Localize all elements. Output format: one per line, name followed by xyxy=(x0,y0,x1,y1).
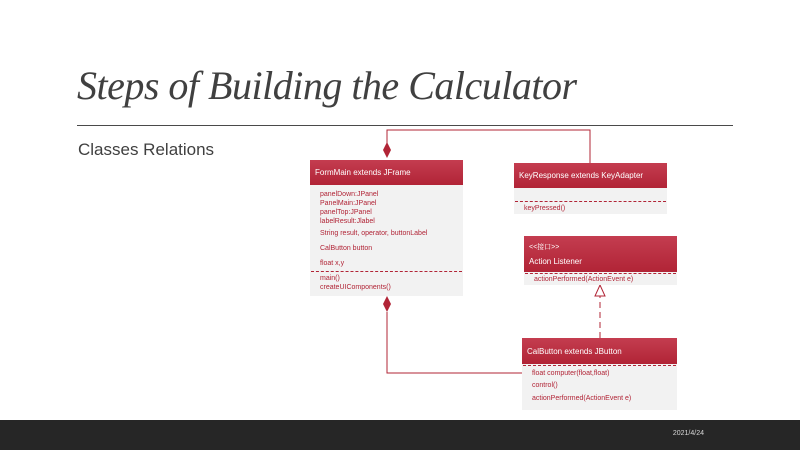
slide-date: 2021/4/24 xyxy=(672,430,704,437)
footer-bar xyxy=(0,420,800,450)
interface-actionlistener xyxy=(524,236,677,285)
class-calbutton-name: CalButton extends JButton xyxy=(527,346,622,356)
operation: float computer(float,float) xyxy=(532,370,610,377)
class-keyresponse-name: KeyResponse extends KeyAdapter xyxy=(519,171,644,180)
operation: control() xyxy=(532,382,558,389)
class-formmain-header xyxy=(310,160,463,185)
interface-actionlistener-header xyxy=(524,236,677,272)
operation: actionPerformed(ActionEvent e) xyxy=(532,395,632,402)
attribute: panelDown:JPanel xyxy=(320,191,379,198)
operation: createUIComponents() xyxy=(320,284,391,291)
class-calbutton xyxy=(522,338,677,410)
slide-subtitle: Classes Relations xyxy=(78,140,215,159)
class-keyresponse-header xyxy=(514,163,667,188)
class-calbutton-header xyxy=(522,338,677,364)
attribute: PanelMain:JPanel xyxy=(320,200,377,207)
interface-actionlistener-name: Action Listener xyxy=(529,257,582,266)
class-keyresponse-operations xyxy=(514,202,667,213)
class-calbutton-operations xyxy=(522,366,677,403)
attribute: CalButton button xyxy=(320,245,373,252)
operation: keyPressed() xyxy=(524,205,566,212)
attribute: panelTop:JPanel xyxy=(320,209,372,216)
class-formmain xyxy=(310,160,463,296)
operation: main() xyxy=(320,275,340,282)
composition-diamond-bottom-icon xyxy=(383,296,391,312)
class-formmain-operations xyxy=(310,272,463,292)
class-formmain-name: FormMain extends JFrame xyxy=(315,168,411,177)
attribute: float x,y xyxy=(320,260,345,267)
interface-stereotype: <<接口>> xyxy=(529,244,560,251)
attribute: labelResult:Jlabel xyxy=(320,218,375,225)
composition-line-keyresponse xyxy=(387,130,590,163)
composition-diamond-top-icon xyxy=(383,142,391,158)
interface-actionlistener-operations xyxy=(524,274,677,284)
realization-arrowhead-icon xyxy=(595,285,605,296)
attribute: String result, operator, buttonLabel xyxy=(320,230,428,237)
class-keyresponse xyxy=(514,163,667,214)
class-formmain-attributes xyxy=(310,185,463,268)
composition-line-calbutton xyxy=(387,312,522,373)
slide-title: Steps of Building the Calculator xyxy=(77,63,577,108)
operation: actionPerformed(ActionEvent e) xyxy=(534,276,634,283)
